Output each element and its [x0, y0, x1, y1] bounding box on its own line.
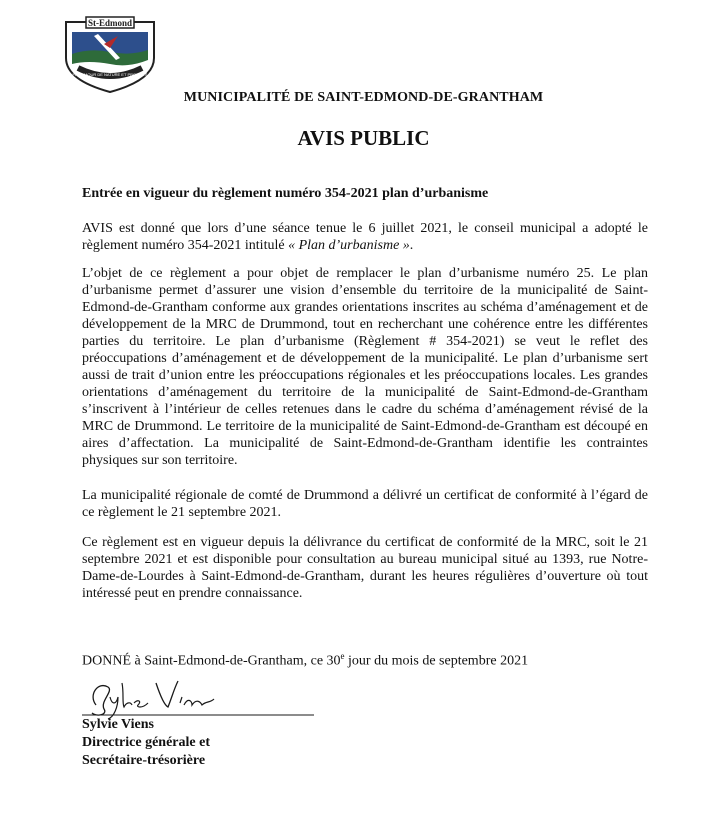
municipality-name: MUNICIPALITÉ DE SAINT-EDMOND-DE-GRANTHAM	[183, 90, 544, 105]
paragraph-in-force: Ce règlement est en vigueur depuis la délivrance du certificat de conformité de la MRC, soit le 21 septembre 2021 et est disponible pour consultation au bureau municipal situé au 1393, rue Notre-Dame-de-Lourdes à Saint-Edmond-de-Grantham, durant les heures régulières d’ouverture où tout intéressé peut en prendre connaissance.	[82, 535, 648, 601]
given-at-sup: e	[340, 651, 345, 661]
logo-motto: PAR AMOUR DE NATURE ET PROGRÈS	[72, 72, 148, 77]
municipal-logo	[58, 14, 162, 94]
given-at-text: DONNÉ à Saint-Edmond-de-Grantham, ce 30	[82, 653, 341, 669]
paragraph-adoption-text: AVIS est donné que lors d’une séance tenue le 6 juillet 2021, le conseil municipal a adopté le règlement numéro 354-2021 intitulé	[82, 221, 648, 253]
paragraph-purpose: L’objet de ce règlement a pour objet de remplacer le plan d’urbanisme numéro 25. Le plan d’urbanisme permet d’assurer une vision d’ensemble du territoire de la municipalité de Saint-Edmond-de-Grantham conforme aux grandes orientations inscrites au schéma d’aménagement et de développement de la MRC de Drummond, tout en recherchant une cohérence entre les différentes parties du territoire. Le plan d’urbanisme (Règlement # 354-2021) se veut le reflet des préoccupations d’aménagement et de développement de la municipalité. Le plan d’urbanisme sert aussi de trait d’union entre les préoccupations régionales et les préoccupations locales. Les grandes orientations d’aménagement du territoire de la municipalité de Saint-Edmond-de-Grantham s’inscrivent à l’intérieur de celles retenues dans le cadre du schéma d’aménagement révisé de la MRC de Drummond. Le territoire de la municipalité de Saint-Edmond-de-Grantham est découpé en aires d’affectation. La municipalité de Saint-Edmond-de-Grantham identifie les contraintes physiques sur son territoire.	[82, 266, 648, 468]
notice-title: AVIS PUBLIC	[297, 126, 430, 150]
paragraph-adoption-end: .	[409, 238, 414, 253]
signatory-title-line1: Directrice générale et	[82, 735, 210, 750]
signatory-title-line2: Secrétaire-trésorière	[82, 753, 206, 768]
handwritten-signature	[82, 675, 314, 720]
signatory-name: Sylvie Viens	[82, 717, 154, 732]
notice-subject: Entrée en vigueur du règlement numéro 354-2021 plan d’urbanisme	[82, 186, 489, 201]
given-at-end: jour du mois de septembre 2021	[344, 653, 529, 669]
given-at-line	[82, 651, 528, 670]
bylaw-title: « Plan d’urbanisme »	[288, 238, 410, 253]
logo-text: St-Edmond	[87, 18, 133, 28]
paragraph-adoption	[82, 220, 648, 254]
signature-block	[82, 716, 210, 770]
paragraph-certificate: La municipalité régionale de comté de Drummond a délivré un certificat de conformité à l’égard de ce règlement le 21 septembre 2021.	[82, 488, 648, 520]
